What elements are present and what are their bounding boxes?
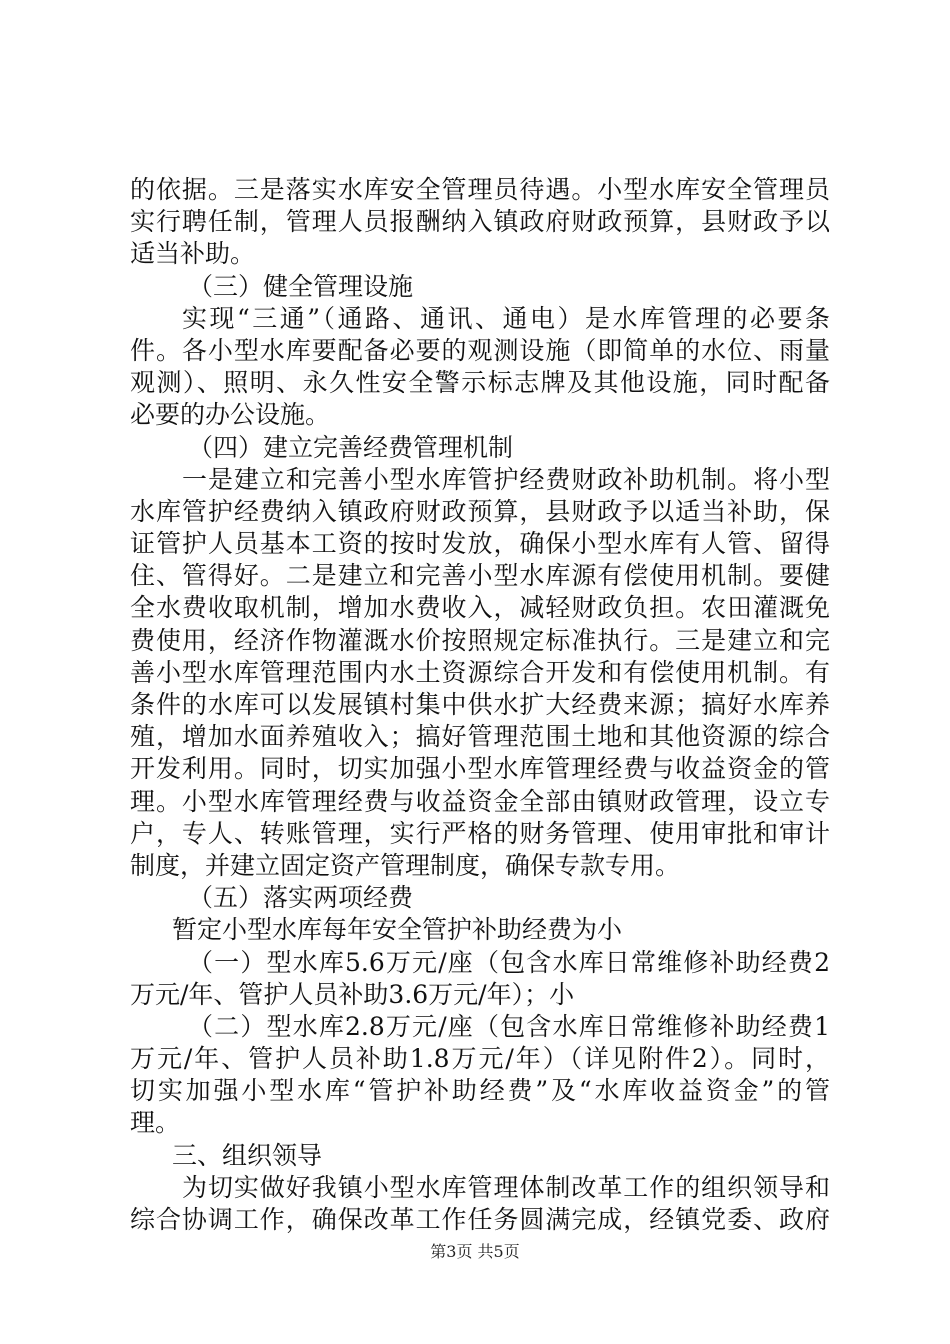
text-line: 善小型水库管理范围内水土资源综合开发和有偿使用机制。有	[130, 657, 830, 687]
text-line: 为切实做好我镇小型水库管理体制改革工作的组织领导和	[182, 1172, 830, 1202]
section-heading: （五）落实两项经费	[188, 883, 414, 913]
page-number-footer: 第3页 共5页	[430, 1242, 520, 1261]
text-line: 制度，并建立固定资产管理制度，确保专款专用。	[130, 850, 681, 880]
text-line: 的依据。三是落实水库安全管理员待遇。小型水库安全管理员	[130, 175, 830, 204]
section-heading: （三）健全管理设施	[188, 271, 414, 301]
text-line: 暂定小型水库每年安全管护补助经费为小	[172, 915, 623, 945]
text-line: 一是建立和完善小型水库管护经费财政补助机制。将小型	[182, 464, 830, 494]
text-line: 住、管得好。二是建立和完善小型水库源有偿使用机制。要健	[130, 561, 830, 591]
text-line: 万元/年、管护人员补助1.8万元/年）（详见附件2）。同时，	[130, 1044, 830, 1074]
text-line: 全水费收取机制，增加水费收入，减轻财政负担。农田灌溉免	[130, 593, 830, 623]
text-line: 条件的水库可以发展镇村集中供水扩大经费来源；搞好水库养	[130, 690, 830, 719]
text-line: 适当补助。	[130, 239, 256, 269]
text-line: 观测）、照明、永久性安全警示标志牌及其他设施，同时配备	[130, 368, 830, 398]
text-line: 综合协调工作，确保改革工作任务圆满完成，经镇党委、政府	[130, 1205, 830, 1234]
text-line: 必要的办公设施。	[130, 400, 331, 430]
text-line: 理。小型水库管理经费与收益资金全部由镇财政管理，设立专	[130, 786, 830, 816]
section-heading: （四）建立完善经费管理机制	[188, 432, 514, 462]
text-line: 实现“三通”（通路、通讯、通电）是水库管理的必要条	[182, 303, 830, 333]
text-line: 件。各小型水库要配备必要的观测设施（即简单的水位、雨量	[130, 335, 830, 365]
text-line: （二）型水库2.8万元/座（包含水库日常维修补助经费1	[188, 1011, 830, 1041]
text-line: 户，专人、转账管理，实行严格的财务管理、使用审批和审计	[130, 818, 830, 848]
body-text	[130, 174, 830, 1236]
text-line: （一）型水库5.6万元/座（包含水库日常维修补助经费2	[188, 947, 830, 977]
text-line: 开发利用。同时，切实加强小型水库管理经费与收益资金的管	[130, 754, 830, 784]
text-line: 万元/年、管护人员补助3.6万元/年）；小	[130, 979, 575, 1009]
text-line: 证管护人员基本工资的按时发放，确保小型水库有人管、留得	[130, 529, 830, 559]
text-line: 费使用，经济作物灌溉水价按照规定标准执行。三是建立和完	[130, 625, 830, 655]
text-line: 水库管护经费纳入镇政府财政预算，县财政予以适当补助，保	[130, 496, 830, 526]
text-line: 切实加强小型水库“管护补助经费”及“水库收益资金”的管	[130, 1076, 830, 1106]
section-heading: 三、组织领导	[172, 1140, 323, 1170]
text-line: 殖，增加水面养殖收入；搞好管理范围土地和其他资源的综合	[130, 722, 830, 752]
text-line: 实行聘任制，管理人员报酬纳入镇政府财政预算，县财政予以	[130, 207, 830, 237]
text-line: 理。	[130, 1108, 181, 1138]
